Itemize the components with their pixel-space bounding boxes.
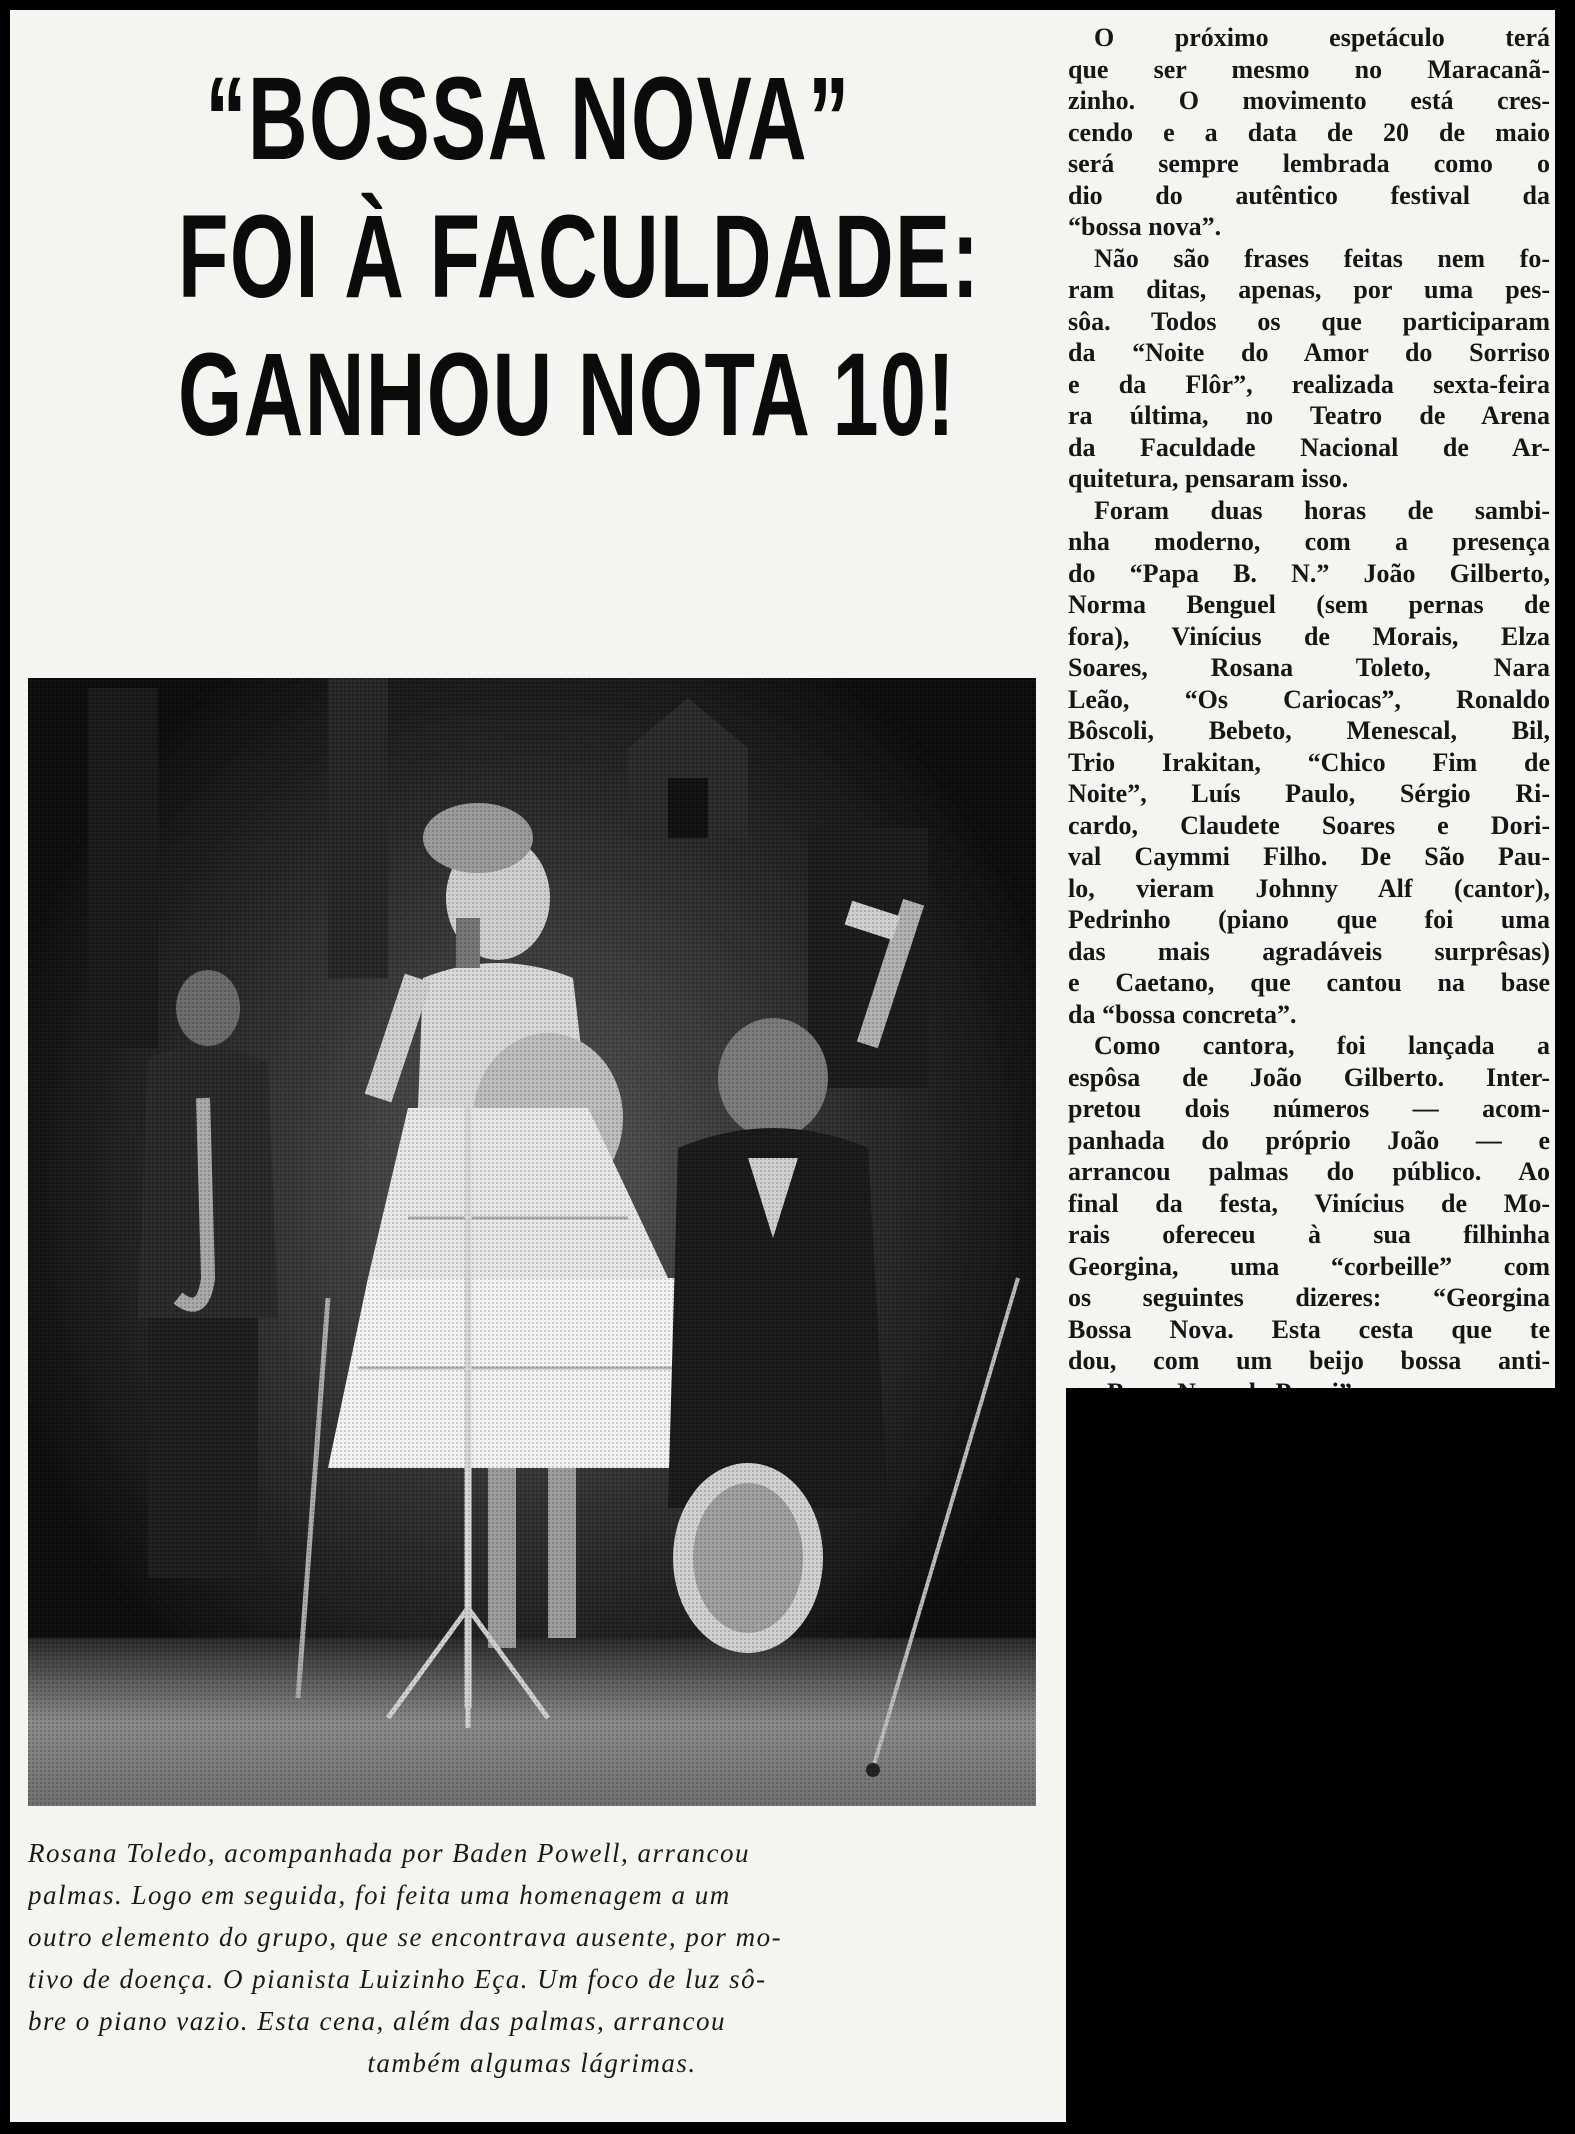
article-line: das mais agradáveis surprêsas) [1068, 936, 1550, 966]
article-line: nha moderno, com a presença [1068, 527, 1550, 556]
newspaper-clipping [10, 10, 1555, 2122]
headline [28, 50, 1028, 464]
article-line: da Faculdade Nacional de Ar- [1068, 432, 1550, 462]
article-line: cendo e a data de 20 de maio [1068, 117, 1550, 147]
caption-line: tivo de doença. O pianista Luizinho Eça. Um foco de luz sô- [28, 1964, 767, 1994]
article-line: será sempre lembrada como o [1068, 149, 1550, 178]
headline-line-3: GANHOU NOTA 10! [178, 329, 957, 461]
article-line: da “bossa concreta”. [1068, 999, 1297, 1029]
article-line: fora), Vinícius de Morais, Elza [1068, 621, 1550, 651]
article-line: Georgina, uma “corbeille” com [1068, 1251, 1550, 1281]
headline-line-1: “BOSSA NOVA” [205, 53, 851, 185]
black-block [1066, 1388, 1555, 2122]
article-line: Trio Irakitan, “Chico Fim de [1068, 747, 1550, 777]
article-line: quitetura, pensaram isso. [1068, 464, 1349, 493]
article-line: Soares, Rosana Toleto, Nara [1068, 653, 1550, 682]
article-line: dio do autêntico festival da [1068, 180, 1550, 210]
concert-photo [28, 678, 1036, 1806]
article-line: Pedrinho (piano que foi uma [1068, 905, 1550, 934]
article-line: O próximo espetáculo terá [1094, 23, 1550, 52]
article-line: Leão, “Os Cariocas”, Ronaldo [1068, 684, 1550, 714]
article-line: Noite”, Luís Paulo, Sérgio Ri- [1068, 779, 1550, 808]
article-line: ra última, no Teatro de Arena [1068, 401, 1550, 430]
article-line: panhada do próprio João — e [1068, 1125, 1550, 1155]
caption-line: também algumas lágrimas. [367, 2048, 697, 2078]
article-line: ram ditas, apenas, por uma pes- [1068, 275, 1550, 304]
article-line: espôsa de João Gilberto. Inter- [1068, 1062, 1550, 1092]
article-line: Foram duas horas de sambi- [1094, 495, 1550, 525]
article-line: do “Papa B. N.” João Gilberto, [1068, 558, 1550, 588]
article-line: lo, vieram Johnny Alf (cantor), [1068, 873, 1550, 903]
photo-caption [28, 1832, 1036, 2084]
caption-line: Rosana Toledo, acompanhada por Baden Powell, arrancou [28, 1838, 750, 1868]
article-line: cardo, Claudete Soares e Dori- [1068, 810, 1550, 840]
headline-line-2: FOI À FACULDADE: [178, 191, 981, 323]
article-line: pretou dois números — acom- [1068, 1094, 1550, 1123]
article-line: da “Noite do Amor do Sorriso [1068, 338, 1550, 367]
article-line: e Caetano, que cantou na base [1068, 968, 1550, 997]
article-body [1068, 22, 1550, 1408]
caption-line: outro elemento do grupo, que se encontrava ausente, por mo- [28, 1922, 783, 1952]
article-line: rais ofereceu à sua filhinha [1068, 1220, 1550, 1249]
article-line: que ser mesmo no Maracanã- [1068, 54, 1550, 84]
article-line: os seguintes dizeres: “Georgina [1068, 1283, 1550, 1312]
article-line: zinho. O movimento está cres- [1068, 86, 1550, 115]
article-line: “bossa nova”. [1068, 212, 1222, 241]
article-line: val Caymmi Filho. De São Pau- [1068, 842, 1550, 871]
article-line: Bossa Nova. Esta cesta que te [1068, 1314, 1550, 1344]
article-line: e da Flôr”, realizada sexta-feira [1068, 369, 1550, 399]
article-line: Norma Benguel (sem pernas de [1068, 590, 1550, 619]
article-line: Não são frases feitas nem fo- [1094, 243, 1550, 273]
article-line: Como cantora, foi lançada a [1094, 1031, 1550, 1060]
article-line: final da festa, Vinícius de Mo- [1068, 1188, 1550, 1218]
caption-line: palmas. Logo em seguida, foi feita uma homenagem a um [28, 1880, 731, 1910]
article-line: Bôscoli, Bebeto, Menescal, Bil, [1068, 716, 1550, 745]
article-line: sôa. Todos os que participaram [1068, 306, 1550, 336]
article-line: arrancou palmas do público. Ao [1068, 1157, 1550, 1186]
caption-line: bre o piano vazio. Esta cena, além das palmas, arrancou [28, 2006, 726, 2036]
article-line: dou, com um beijo bossa anti- [1068, 1346, 1550, 1375]
